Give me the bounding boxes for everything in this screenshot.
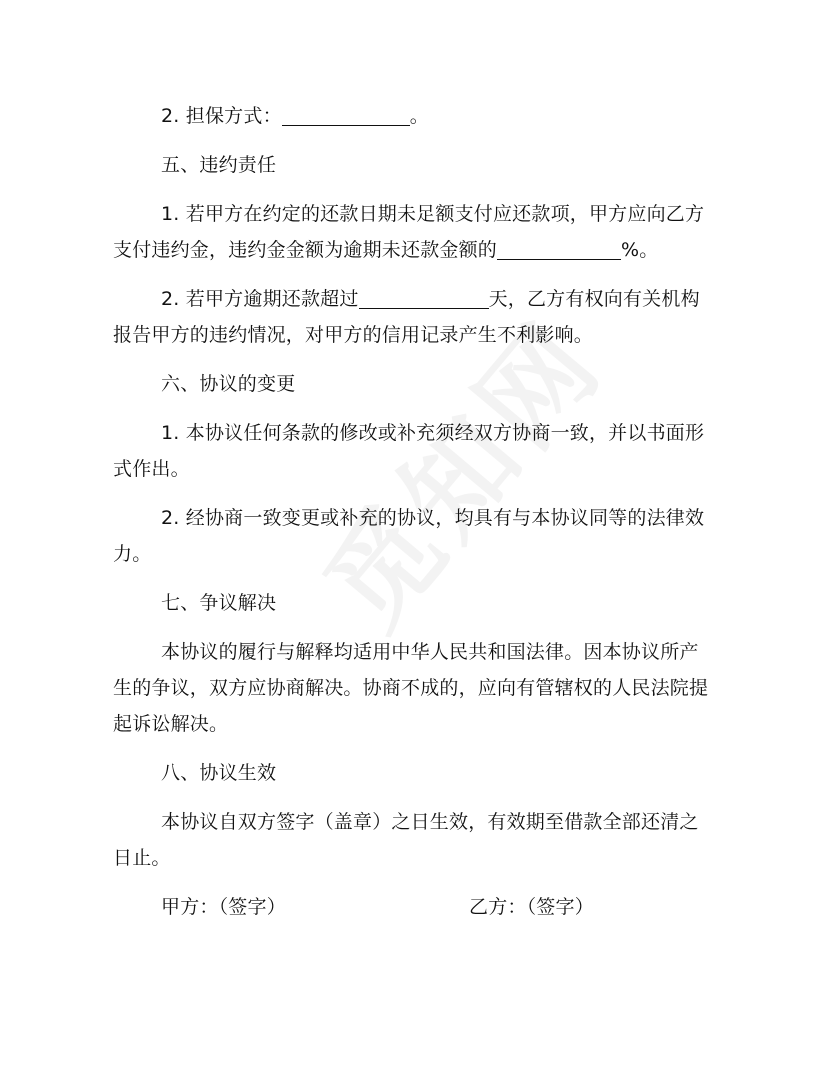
effect-clause: 本协议自双方签字（盖章）之日生效，有效期至借款全部还清之日止。: [113, 811, 699, 869]
breach-clause-1-text: 1. 若甲方在约定的还款日期未足额支付应还款项，甲方应向乙方支付违约金，违约金金额为逾期未还款金额的: [113, 203, 705, 261]
party-b-signature[interactable]: 乙方：（签字）: [469, 896, 594, 918]
breach-clause-1-suffix: %。: [621, 239, 659, 261]
breach-clause-2-suffix: 天，乙方有权向有关机构报告甲方的违约情况，对甲方的信用记录产生不利影响。: [113, 288, 700, 346]
breach-clause-2: [113, 281, 713, 353]
amendment-clause-1: 1. 本协议任何条款的修改或补充须经双方协商一致，并以书面形式作出。: [113, 422, 705, 480]
section-heading-effect: 八、协议生效: [161, 762, 277, 784]
guarantee-method-label: 2. 担保方式：: [161, 105, 282, 127]
penalty-rate-blank[interactable]: [497, 237, 621, 260]
dispute-clause: 本协议的履行与解释均适用中华人民共和国法律。因本协议所产生的争议，双方应协商解决。协商不成的，应向有管辖权的人民法院提起诉讼解决。: [113, 641, 709, 735]
signature-row: [113, 889, 713, 925]
overdue-days-blank[interactable]: [359, 286, 489, 309]
guarantee-method-suffix: 。: [409, 105, 429, 127]
section-heading-breach: 五、违约责任: [161, 154, 277, 176]
section-heading-dispute: 七、争议解决: [161, 592, 277, 614]
breach-clause-1: [113, 196, 713, 268]
guarantee-method-line: [113, 98, 713, 134]
party-a-signature[interactable]: 甲方：（签字）: [161, 896, 286, 918]
section-heading-amendment: 六、协议的变更: [161, 373, 296, 395]
breach-clause-2-text: 2. 若甲方逾期还款超过: [161, 288, 359, 310]
amendment-clause-2: 2. 经协商一致变更或补充的协议，均具有与本协议同等的法律效力。: [113, 507, 705, 565]
contract-body: [113, 98, 713, 925]
guarantee-method-blank[interactable]: [282, 103, 410, 126]
